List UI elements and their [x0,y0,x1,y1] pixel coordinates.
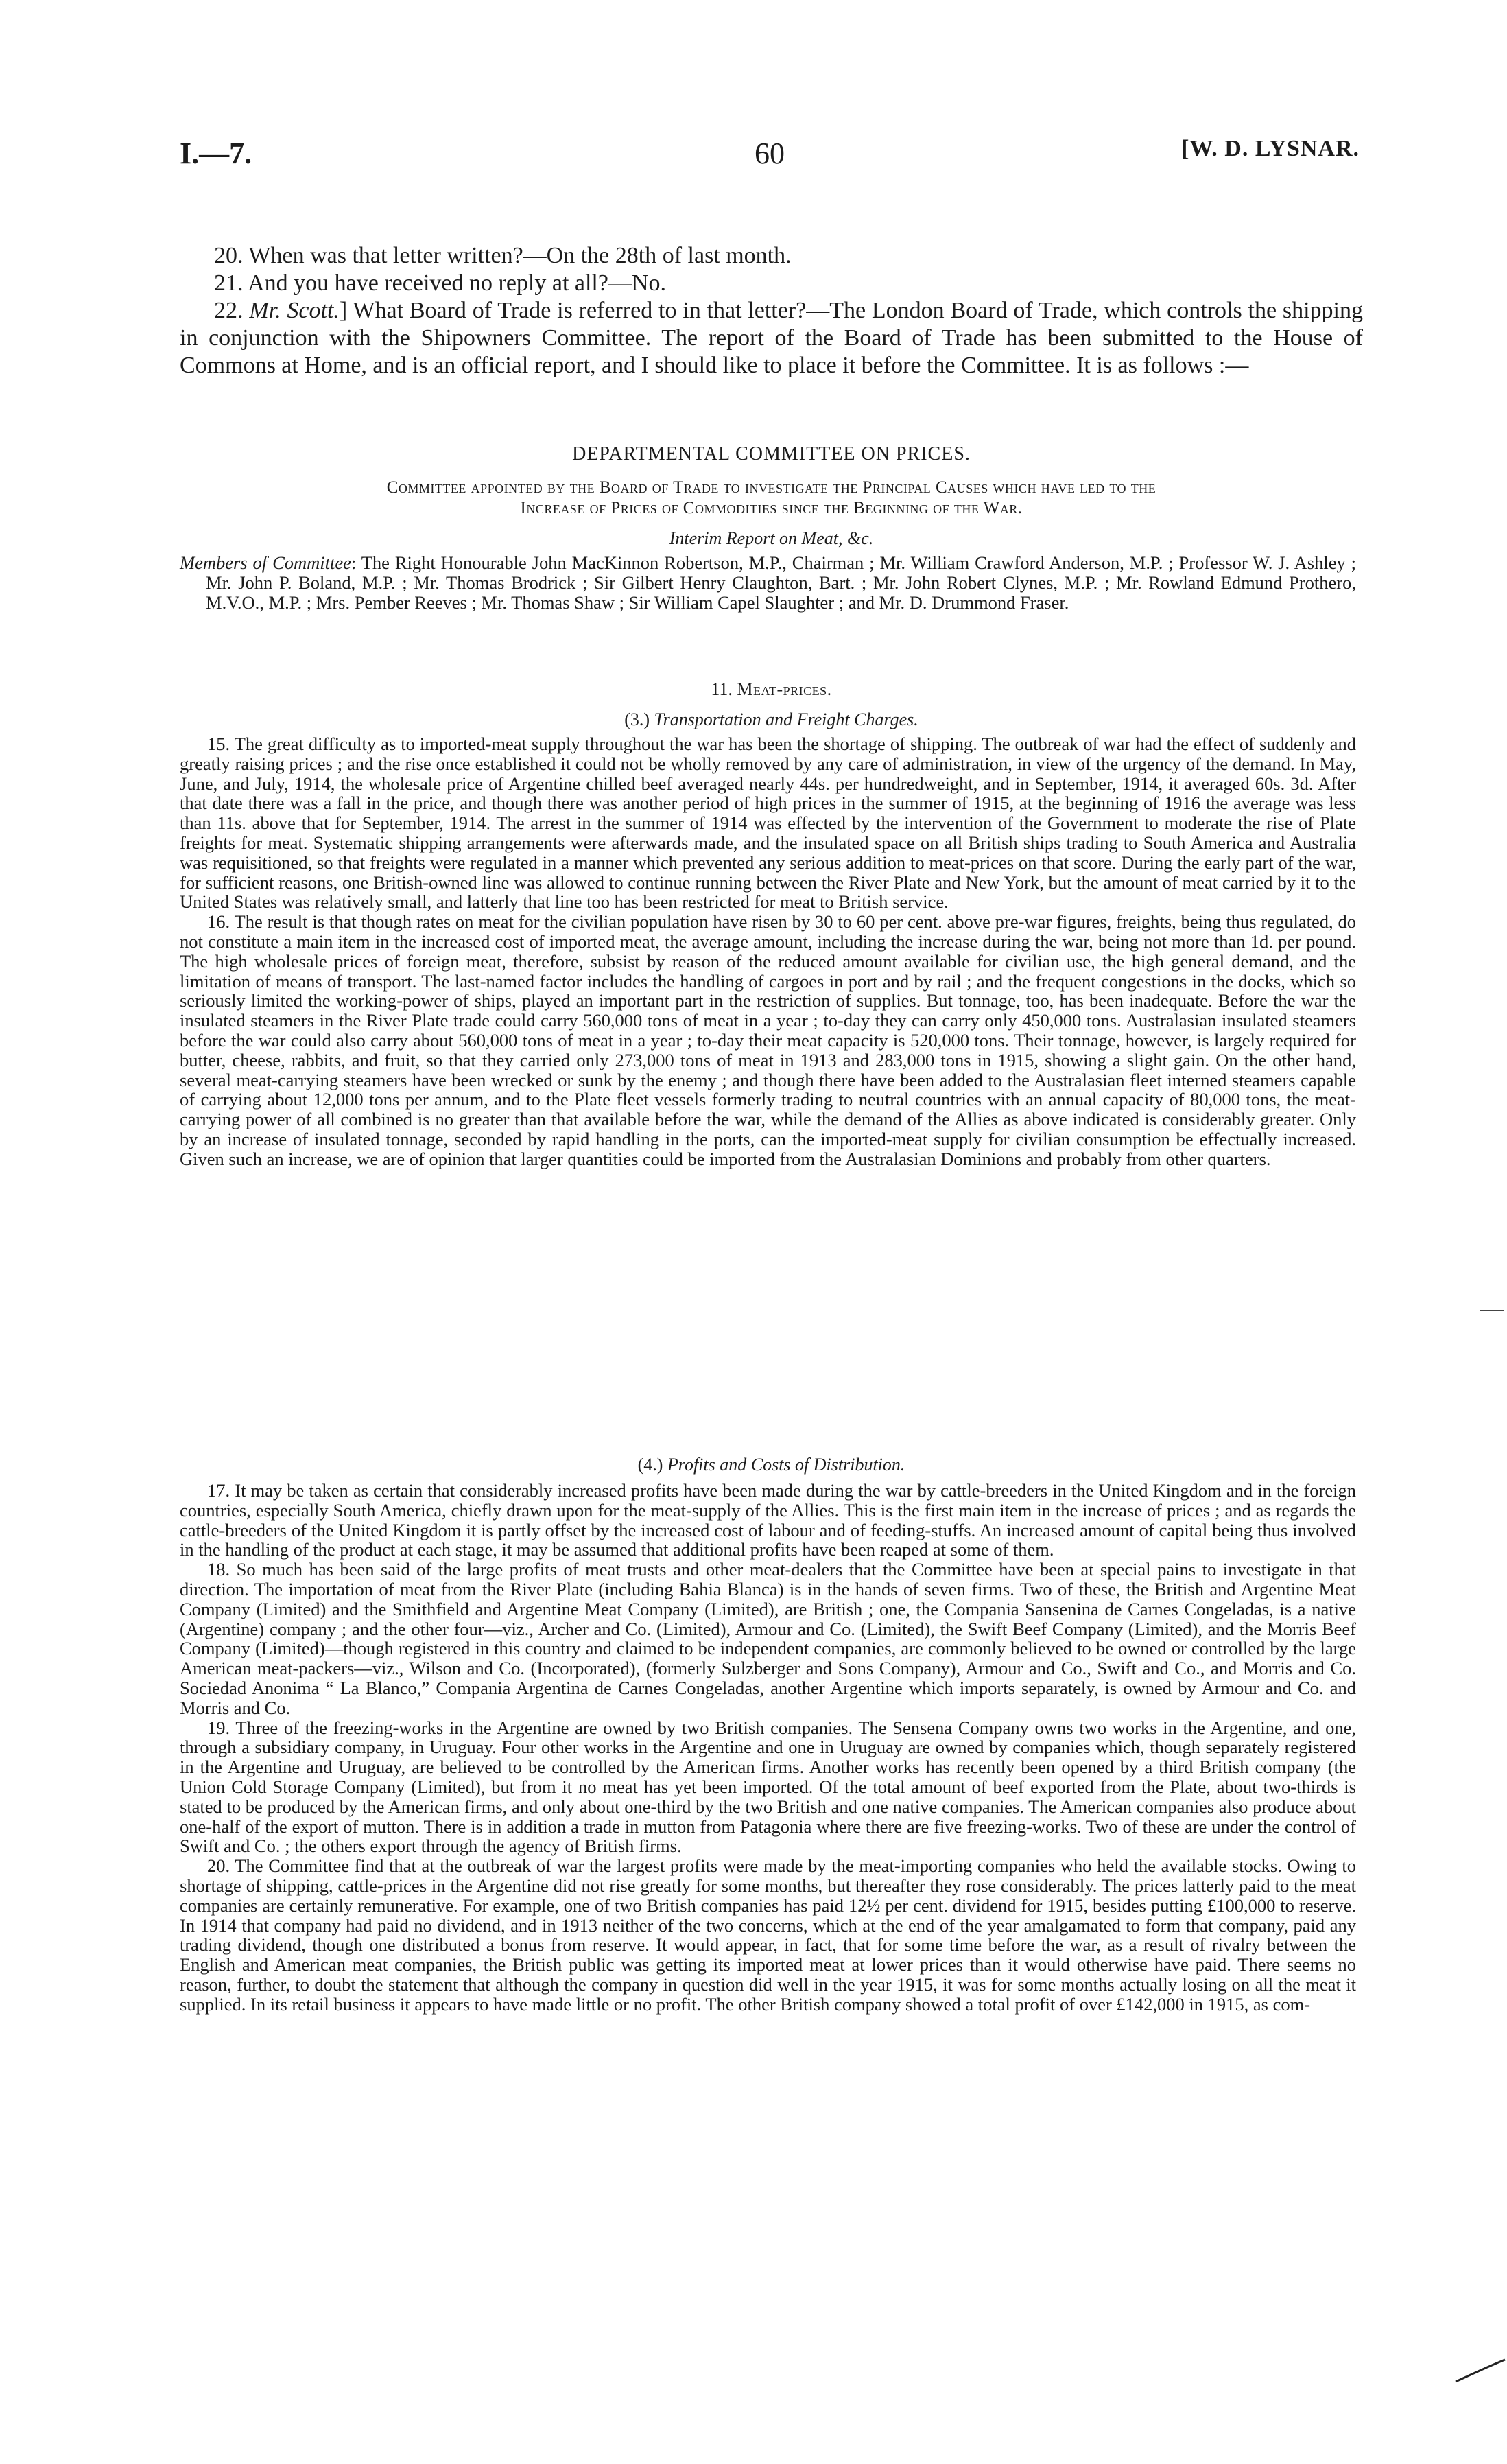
qa-number: 22. [214,298,250,323]
interim-report-title: Interim Report on Meat, &c. [669,528,874,548]
witness-name: [W. D. LYSNAR. [1181,136,1360,161]
qa-line [180,297,1363,379]
report-heading [180,443,1363,465]
section-title: Meat-prices. [737,679,832,699]
qa-text: ] What Board of Trade is referred to in that letter?—The London Board of Trade, which controls the shipping in conjunction with the Shipowners Committee. The report of the Board of Trade has been submitted to the House of Commons at Home, and is an official report, and I should like to place it before the Committee. It is as follows :— [180,298,1363,378]
page-header [180,136,1360,170]
subsection-heading-4 [180,1455,1363,1475]
paragraph-17: 17. It may be taken as certain that considerably increased profits have been made during the war by cattle-breeders in the United Kingdom and in the foreign countries, especially South America, chiefly drawn upon for the meat-supply of the Allies. This is the first main item in the increase of prices ; and as regards the cattle-breeders of the United Kingdom it is partly offset by the increased cost of labour and of feeding-stuffs. An increased amount of capital being thus involved in the handling of the product at each stage, it may be assumed that additional profits have been reaped at some of them. [180,1480,1356,1560]
members-paragraph [180,553,1356,613]
section-3-body [180,734,1356,1169]
speaker-name: Mr. Scott. [249,298,340,323]
subsection-heading-3 [180,709,1363,730]
qa-line: 20. When was that letter written?—On the 28th of last month. [214,243,792,268]
report-title: DEPARTMENTAL COMMITTEE ON PRICES. [572,443,971,465]
paragraph-19: 19. Three of the freezing-works in the Argentine are owned by two British companies. The Sensena Company owns two works in the Argentine, and one, through a subsidiary company, in Uruguay. Four other works in the Argentine and one in Uruguay are owned by companies which, though separately registered in the Argentine and Uruguay, are believed to be controlled by the American firms. Another works has recently been opened by a third British company (the Union Cold Storage Company (Limited), but from it no meat has yet been imported. Of the total amount of beef exported from the Plate, about two-thirds is stated to be produced by the American firms, and only about one-third by the two British and one native companies. The American companies also produce about one-half of the export of mutton. There is in addition a trade in mutton from Patagonia where there are five freezing-works. Two of these are under the control of Swift and Co. ; the others export through the agency of British firms. [180,1717,1356,1857]
members-label: Members of Committee [180,552,351,573]
margin-pen-stroke [1454,2357,1506,2384]
paragraph-16: 16. The result is that though rates on meat for the civilian population have risen by 30 to 60 per cent. above pre-war figures, freights, being thus regulated, do not constitute a main item in the increased cost of imported meat, the average amount, including the increase during the war, being not more than 1d. per pound. The high wholesale prices of foreign meat, therefore, subsist by reason of the reduced amount available for civilian use, the high general demand, and the limitation of means of transport. The last-named factor includes the handling of cargoes in port and by rail ; and the frequent congestions in the docks, which so seriously limited the working-power of ships, played an important part in the restriction of supplies. But tonnage, too, has been inadequate. Before the war the insulated steamers in the River Plate trade could carry 560,000 tons of meat in a year ; to-day they can carry only 450,000 tons. Australasian insulated steamers before the war could also carry about 560,000 tons of meat in a year ; to-day their meat capacity is 520,000 tons. Their tonnage, however, is largely required for butter, cheese, rabbits, and fruit, so that they carried only 273,000 tons of meat in 1913 and 283,000 tons in 1915, showing a slight gain. On the other hand, several meat-carrying steamers have been wrecked or sunk by the enemy ; and though there have been added to the Australasian fleet interned steamers capable of carrying about 12,000 tons per annum, and to the Plate fleet vessels formerly trading to neutral countries with an annual capacity of 80,000 tons, the meat-carrying power of all combined is no greater than that available before the war, while the demand of the Allies as above indicated is considerably greater. Only by an increase of insulated tonnage, seconded by rapid handling in the ports, can the imported-meat supply for civilian consumption be effectually increased. Given such an increase, we are of opinion that larger quantities could be imported from the Australasian Dominions and probably from other quarters. [180,911,1356,1169]
qa-line: 21. And you have received no reply at all?—No. [214,270,667,296]
subsection-number: (3.) [624,709,650,729]
subsection-title: Profits and Costs of Distribution. [667,1455,905,1475]
margin-dash-mark [1479,1307,1505,1314]
subsection-title: Transportation and Freight Charges. [654,709,918,729]
section-heading [180,679,1363,700]
question-answer-block [180,242,1363,379]
paragraph-15: 15. The great difficulty as to imported-meat supply throughout the war has been the shortage of shipping. The outbreak of war had the effect of suddenly and greatly raising prices ; and the rise once established it could not be wholly removed by any care of administration, in view of the urgency of the demand. In May, June, and July, 1914, the wholesale price of Argentine chilled beef averaged nearly 44s. per hundredweight, and in September, 1914, it averaged 60s. 3d. After that date there was a fall in the price, and though there was another period of high prices in the summer of 1915, at the beginning of 1916 the average was less than 11s. above that for September, 1914. The arrest in the summer of 1914 was effected by the intervention of the Government to moderate the rise of Plate freights for meat. Systematic shipping arrangements were afterwards made, and the insulated space on all British ships trading to South America and Australia was requisitioned, so that freights were regulated in a manner which prevented any serious addition to meat-prices on that score. During the early part of the war, for sufficient reasons, one British-owned line was allowed to continue running between the River Plate and New York, but the amount of meat carried by it to the United States was relatively small, and latterly that line too has been restricted for meat to British service. [180,734,1356,913]
members-list: : The Right Honourable John MacKinnon Robertson, M.P., Chairman ; Mr. William Crawford Anderson, M.P. ; Professor W. J. Ashley ; Mr. John P. Boland, M.P. ; Mr. Thomas Brodrick ; Sir Gilbert Henry Claughton, Bart. ; Mr. John Robert Clynes, M.P. ; Mr. Rowland Edmund Prothero, M.V.O., M.P. ; Mrs. Pember Reeves ; Mr. Thomas Shaw ; Sir William Capel Slaughter ; and Mr. D. Drummond Fraser. [206,552,1356,613]
committee-heading [180,478,1363,519]
document-reference: I.—7. [180,137,252,170]
subsection-number: (4.) [637,1455,663,1475]
committee-line-2: Increase of Prices of Commodities since the Beginning of the War. [520,499,1023,517]
interim-heading [180,528,1363,549]
section-4-body [180,1481,1356,2015]
committee-line-1: Committee appointed by the Board of Trade to investigate the Principal Causes which have led to the [386,478,1156,497]
committee-members [180,553,1356,613]
paragraph-18: 18. So much has been said of the large profits of meat trusts and other meat-dealers that the Committee have been at special pains to investigate in that direction. The importation of meat from the River Plate (including Bahia Blanca) is in the hands of seven firms. Two of these, the British and Argentine Meat Company (Limited) and the Smithfield and Argentine Meat Company (Limited), are British ; one, the Compania Sansenina de Carnes Congeladas, is a native (Argentine) company ; and the other four—viz., Archer and Co. (Limited), Armour and Co. (Limited), the Swift Beef Company (Limited), and the Morris Beef Company (Limited)—though registered in this country and claimed to be independent companies, are commonly believed to be owned or controlled by the large American meat-packers—viz., Wilson and Co. (Incorporated), (formerly Sulzberger and Sons Company), Armour and Co., Swift and Co., and Morris and Co. Sociedad Anonima “ La Blanco,” Compania Argentina de Carnes Congeladas, another Argentine which imports separately, is owned by Armour and Co. and Morris and Co. [180,1559,1356,1718]
section-number: 11. [711,679,733,699]
page-number: 60 [755,137,785,170]
paragraph-20: 20. The Committee find that at the outbreak of war the largest profits were made by the meat-importing companies who held the available stocks. Owing to shortage of shipping, cattle-prices in the Argentine did not rise greatly for some months, but thereafter they rose considerably. The prices latterly paid to the meat companies are certainly remunerative. For example, one of two British companies has paid 12½ per cent. dividend for 1915, besides putting £100,000 to reserve. In 1914 that company had paid no dividend, and in 1913 neither of the two concerns, which at the end of the year amalgamated to form that company, paid any trading dividend, though one distributed a bonus from reserve. It would appear, in fact, that for some time before the war, as a result of rivalry between the English and American meat companies, the British public was getting its imported meat at lower prices than it would otherwise have paid. There seems no reason, further, to doubt the statement that although the company in question did well in the year 1915, it was for some months actually losing on all the meat it supplied. In its retail business it appears to have made little or no profit. The other British company showed a total profit of over £142,000 in 1915, as com- [180,1855,1356,2015]
